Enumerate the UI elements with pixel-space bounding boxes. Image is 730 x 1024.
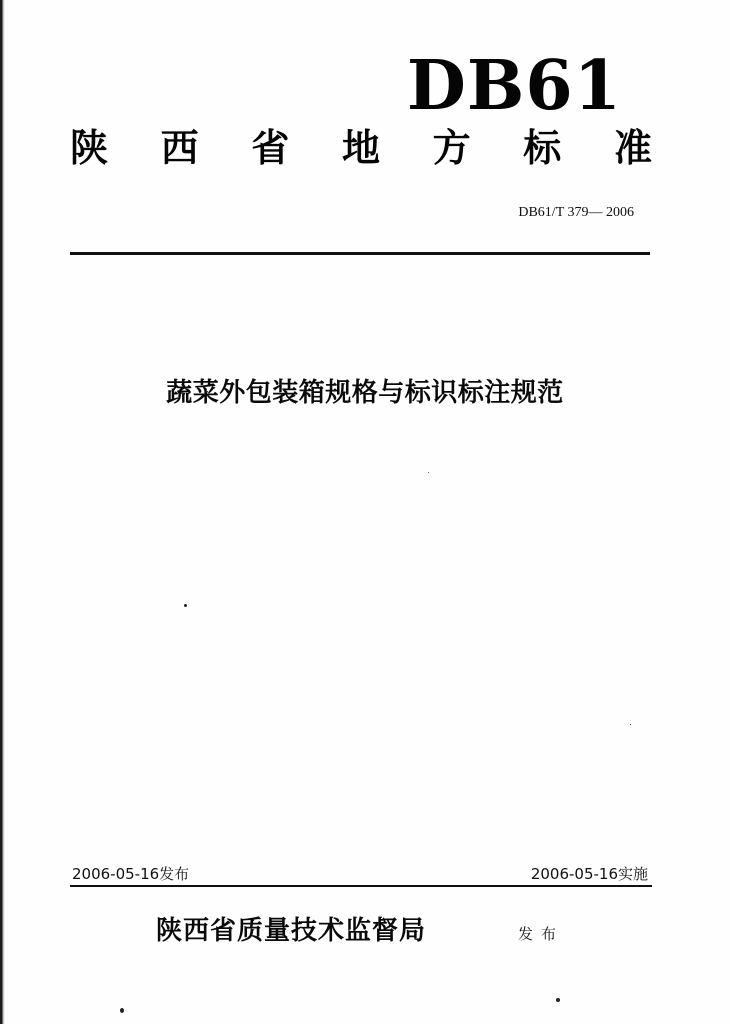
standard-code: DB61 (406, 46, 622, 126)
publisher: 陕西省质量技术监督局 (156, 916, 427, 946)
scan-speck (428, 472, 429, 473)
org-title-char: 标 (523, 125, 562, 170)
org-title-char: 西 (160, 125, 199, 170)
header-divider (70, 252, 650, 255)
scan-speck (120, 1008, 124, 1013)
issue-date: 2006-05-16发布 (72, 865, 190, 883)
publish-label: 发布 (518, 925, 565, 943)
org-title-char: 地 (341, 125, 380, 170)
org-title-char: 省 (251, 125, 290, 170)
org-title-char: 方 (432, 125, 471, 170)
org-title-char: 准 (613, 125, 652, 170)
org-title (70, 124, 652, 172)
implementation-date: 2006-05-16实施 (530, 865, 648, 883)
scan-speck (556, 998, 560, 1002)
scan-speck (184, 604, 187, 607)
document-title: 蔬菜外包装箱规格与标识标注规范 (166, 378, 564, 408)
scan-edge (0, 0, 5, 1024)
org-title-char: 陕 (70, 125, 109, 170)
scan-speck (630, 724, 631, 725)
standard-number: DB61/T 379— 2006 (518, 205, 634, 220)
footer-divider (70, 885, 652, 887)
